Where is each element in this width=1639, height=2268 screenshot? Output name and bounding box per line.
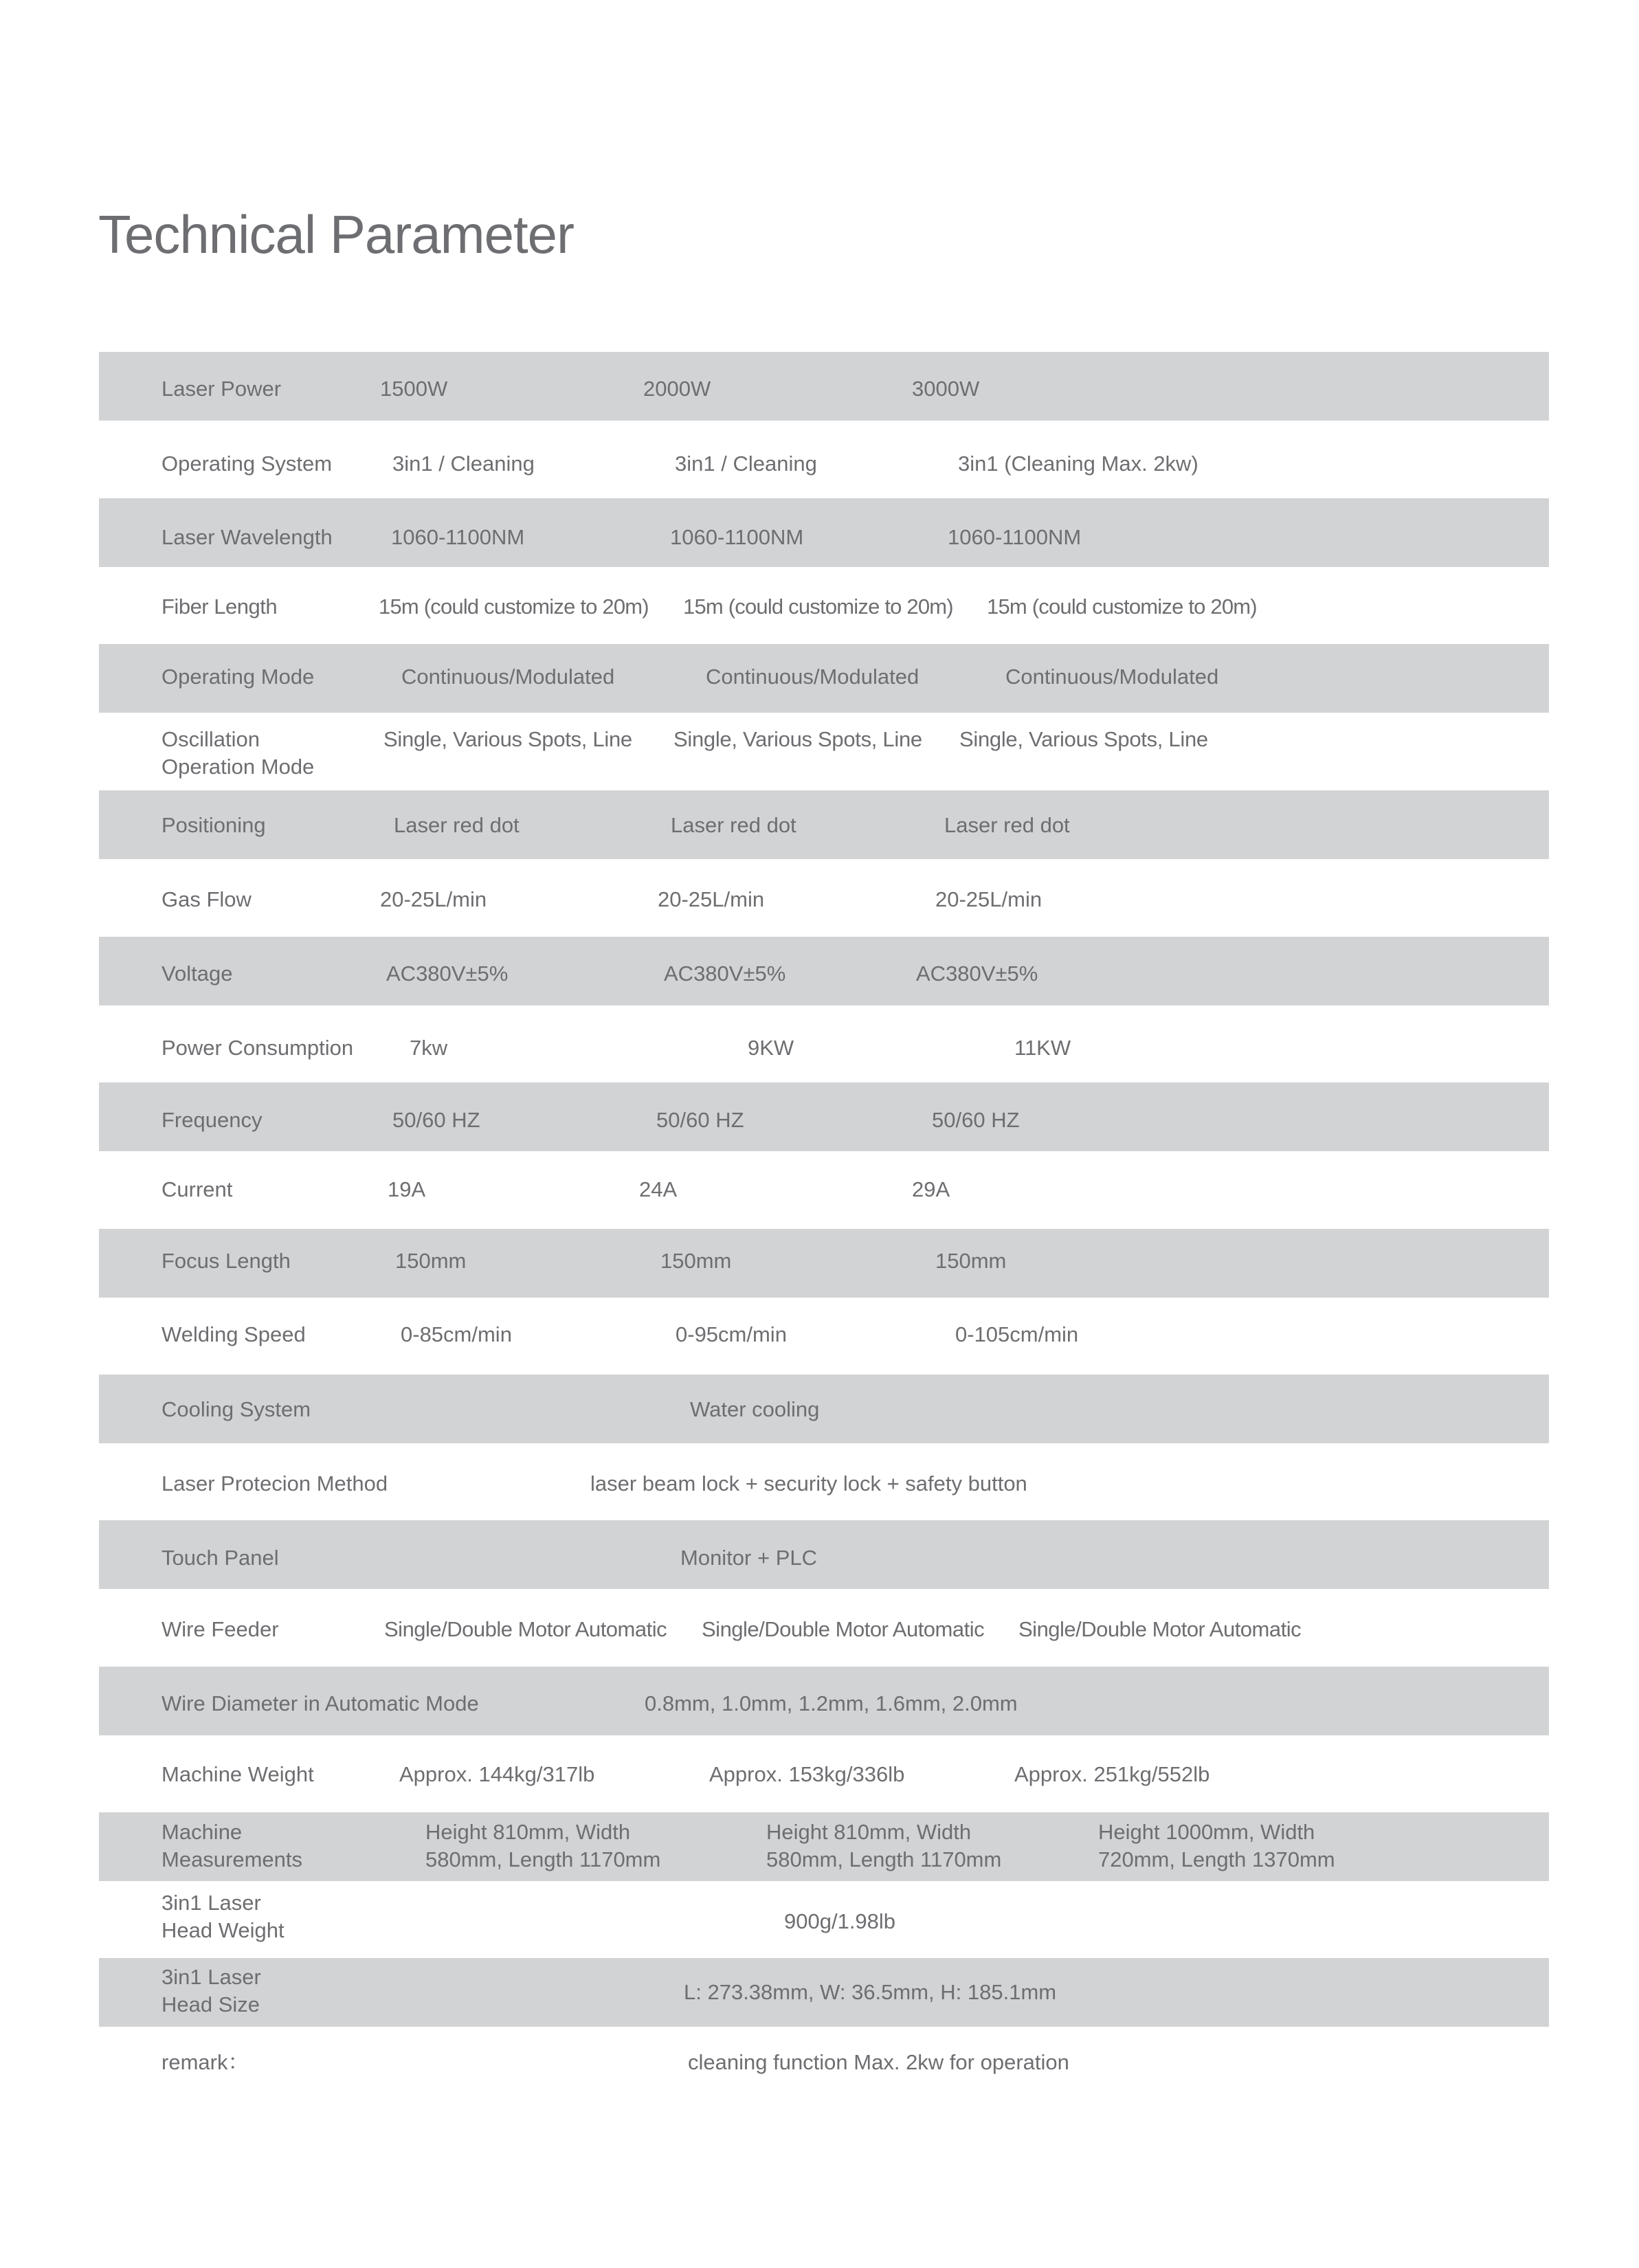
spec-row-current [99,1157,1549,1225]
spec-row-oscillation-operation-mode [99,718,1549,786]
spec-label: Positioning [161,813,266,837]
spec-value-3000w-line-2: 720mm, Length 1370mm [1098,1847,1335,1871]
spec-value-2000w: Height 810mm, Width [766,1820,972,1844]
spec-value-1500w: 150mm [395,1249,467,1273]
spec-row-frequency [99,1082,1549,1151]
spec-value-all-models: 900g/1.98lb [784,1909,896,1933]
spec-value-2000w: Laser red dot [671,813,796,837]
spec-value-3000w: 3000W [912,377,980,401]
spec-row-fiber-length [99,572,1549,641]
spec-label: Laser Protecion Method [161,1471,388,1496]
spec-label: Touch Panel [161,1546,279,1570]
spec-label: Cooling System [161,1397,311,1421]
spec-row-laser-head-weight [99,1885,1549,1953]
spec-value-2000w: 150mm [660,1249,732,1273]
spec-value-3000w: 11KW [1014,1036,1071,1060]
spec-label-line-2: Head Size [161,1992,260,2016]
spec-row-operating-system [99,426,1549,495]
spec-value-3000w: 1060-1100NM [948,525,1082,549]
spec-value-3000w: 15m (could customize to 20m) [987,594,1257,619]
spec-label: Current [161,1177,233,1201]
spec-value-2000w: 2000W [643,377,711,401]
spec-value-2000w: 24A [639,1177,678,1201]
spec-row-laser-power [99,352,1549,421]
spec-value-2000w: AC380V±5% [664,961,786,986]
spec-label: Gas Flow [161,887,252,911]
spec-value-3000w: Single, Various Spots, Line [959,727,1208,751]
spec-row-operating-mode [99,644,1549,713]
spec-row-positioning [99,790,1549,859]
spec-row-gas-flow [99,864,1549,933]
spec-value-all-models: laser beam lock + security lock + safety button [590,1471,1027,1496]
spec-label-line-2: Operation Mode [161,755,315,779]
spec-value-2000w: Continuous/Modulated [706,665,919,689]
spec-label: Oscillation [161,727,260,751]
spec-row-laser-protection-method [99,1449,1549,1517]
spec-value-1500w-line-2: 580mm, Length 1170mm [425,1847,661,1871]
spec-label: Wire Feeder [161,1617,279,1641]
spec-value-1500w: 3in1 / Cleaning [392,452,535,476]
spec-row-machine-weight [99,1741,1549,1810]
spec-value-2000w: Single, Various Spots, Line [673,727,922,751]
spec-value-2000w: 20-25L/min [658,887,765,911]
spec-value-2000w: 1060-1100NM [670,525,804,549]
spec-value-3000w: Height 1000mm, Width [1098,1820,1315,1844]
spec-value-1500w: AC380V±5% [386,961,509,986]
spec-label-line-2: Measurements [161,1847,303,1871]
spec-value-3000w: 20-25L/min [935,887,1043,911]
spec-value-2000w: 0-95cm/min [676,1322,787,1346]
spec-row-focus-length [99,1229,1549,1298]
spec-value-2000w: Single/Double Motor Automatic [702,1617,985,1641]
spec-value-2000w-line-2: 580mm, Length 1170mm [766,1847,1002,1871]
spec-label: Laser Power [161,377,282,401]
spec-row-remark [99,2031,1549,2100]
spec-value-3000w: 3in1 (Cleaning Max. 2kw) [958,452,1198,476]
spec-label: Fiber Length [161,594,278,619]
spec-label: Machine [161,1820,243,1844]
spec-value-1500w: 20-25L/min [380,887,487,911]
spec-value-2000w: 50/60 HZ [656,1108,744,1132]
spec-row-machine-measurements [99,1812,1549,1881]
spec-value-1500w: 19A [388,1177,426,1201]
spec-row-touch-panel [99,1520,1549,1589]
spec-value-1500w: Single, Various Spots, Line [383,727,632,751]
spec-value-3000w: Continuous/Modulated [1005,665,1219,689]
spec-row-welding-speed [99,1302,1549,1370]
spec-row-wire-feeder [99,1594,1549,1663]
spec-row-wire-diameter [99,1667,1549,1735]
spec-label-line-2: Head Weight [161,1918,285,1942]
spec-value-all-models: 0.8mm, 1.0mm, 1.2mm, 1.6mm, 2.0mm [645,1691,1018,1715]
spec-label: Laser Wavelength [161,525,333,549]
spec-value-2000w: 15m (could customize to 20m) [683,594,953,619]
spec-value-1500w: Single/Double Motor Automatic [384,1617,667,1641]
spec-row-voltage [99,937,1549,1005]
spec-label: Focus Length [161,1249,291,1273]
spec-label: Wire Diameter in Automatic Mode [161,1691,479,1715]
page-title: Technical Parameter [98,204,574,265]
spec-label: 3in1 Laser [161,1965,261,1989]
spec-value-1500w: Continuous/Modulated [401,665,615,689]
remark-value: cleaning function Max. 2kw for operation [688,2050,1069,2074]
spec-value-1500w: 7kw [410,1036,448,1060]
spec-value-3000w: Laser red dot [944,813,1070,837]
spec-value-3000w: 0-105cm/min [955,1322,1079,1346]
remark-label: remark： [161,2050,249,2074]
spec-label: Welding Speed [161,1322,306,1346]
spec-value-all-models: Monitor + PLC [680,1546,818,1570]
spec-value-3000w: Single/Double Motor Automatic [1018,1617,1302,1641]
spec-value-2000w: 9KW [748,1036,794,1060]
spec-value-1500w: 1500W [380,377,448,401]
spec-row-laser-wavelength [99,498,1549,567]
spec-label: Machine Weight [161,1762,314,1786]
spec-value-3000w: AC380V±5% [916,961,1038,986]
spec-value-2000w: 3in1 / Cleaning [675,452,817,476]
spec-value-1500w: Approx. 144kg/317lb [399,1762,595,1786]
spec-value-1500w: Height 810mm, Width [425,1820,631,1844]
spec-value-2000w: Approx. 153kg/336lb [709,1762,905,1786]
spec-label: Frequency [161,1108,263,1132]
spec-value-1500w: 50/60 HZ [392,1108,480,1132]
spec-label: Operating System [161,452,333,476]
spec-row-cooling-system [99,1375,1549,1443]
spec-value-3000w: Approx. 251kg/552lb [1014,1762,1210,1786]
spec-value-3000w: 150mm [935,1249,1007,1273]
spec-label: Voltage [161,961,233,986]
spec-value-1500w: Laser red dot [394,813,520,837]
spec-value-3000w: 29A [912,1177,950,1201]
spec-row-power-consumption [99,1011,1549,1080]
spec-label: Operating Mode [161,665,315,689]
spec-value-1500w: 1060-1100NM [391,525,525,549]
spec-label: Power Consumption [161,1036,354,1060]
spec-value-all-models: L: 273.38mm, W: 36.5mm, H: 185.1mm [684,1980,1057,2004]
spec-value-1500w: 15m (could customize to 20m) [379,594,649,619]
spec-label: 3in1 Laser [161,1891,261,1915]
spec-value-1500w: 0-85cm/min [401,1322,512,1346]
spec-value-3000w: 50/60 HZ [932,1108,1020,1132]
spec-row-laser-head-size [99,1958,1549,2027]
spec-value-all-models: Water cooling [690,1397,820,1421]
